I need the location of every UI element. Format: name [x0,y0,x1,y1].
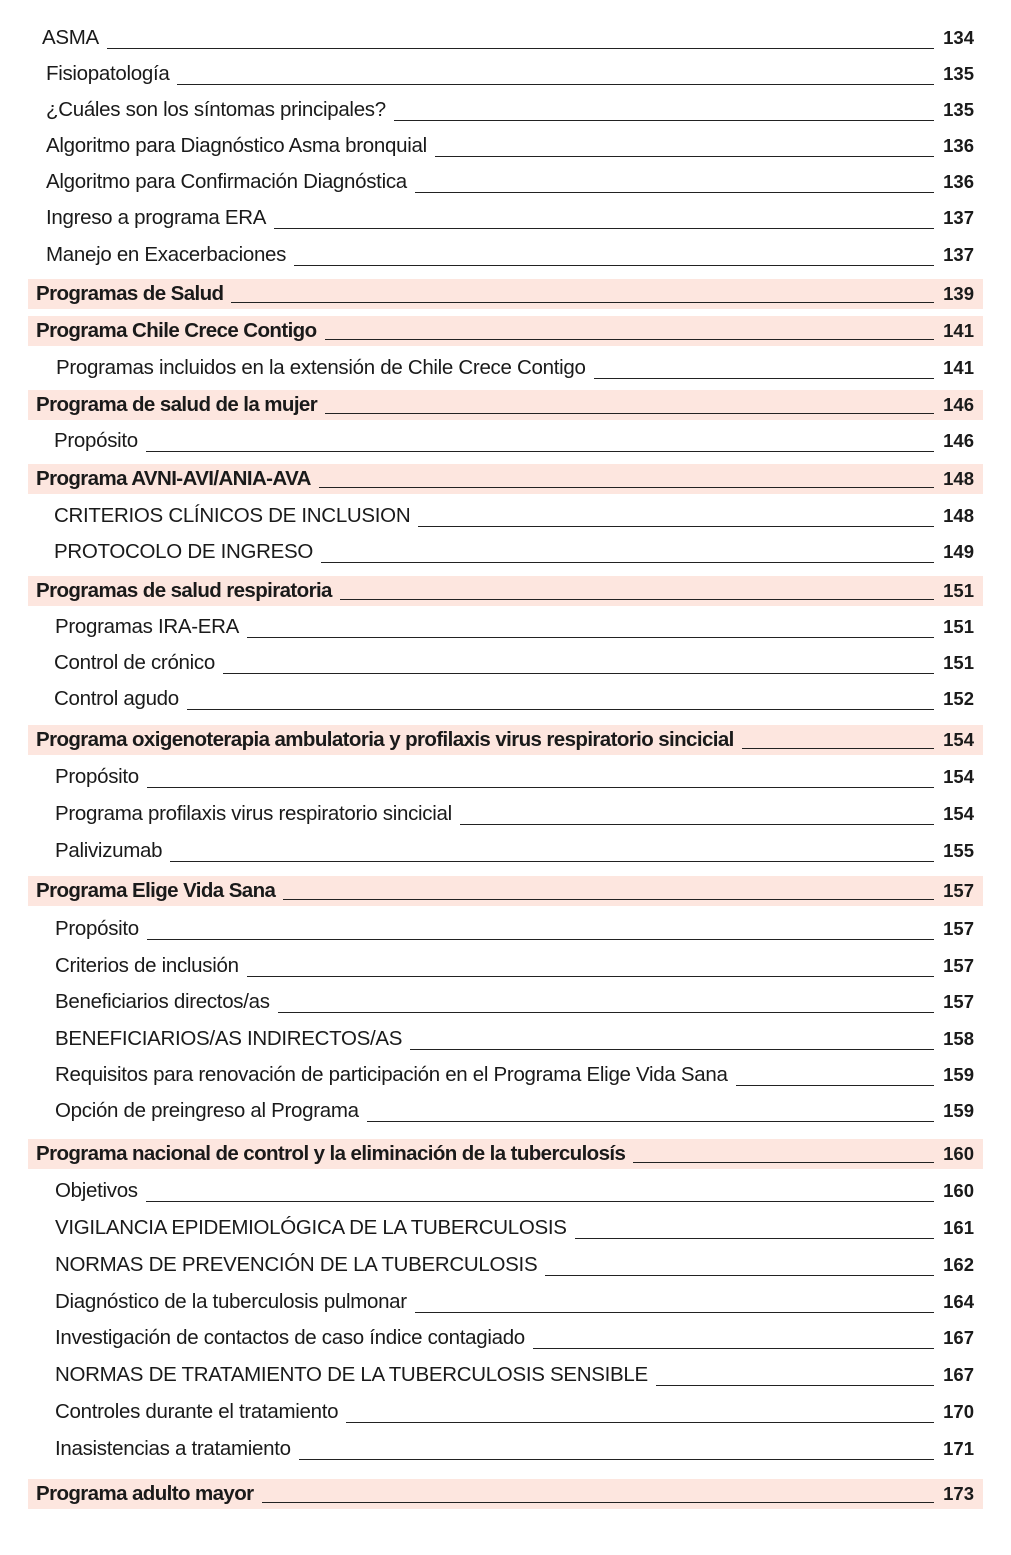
toc-entry-title: Propósito [54,429,138,452]
page-number: 152 [943,688,974,709]
toc-section-row[interactable] [28,576,983,606]
leader-line [247,637,934,638]
leader-line [278,1012,934,1013]
leader-line [223,673,934,674]
toc-entry-title: Inasistencias a tratamiento [55,1437,291,1460]
toc-entry-row[interactable] [0,499,1011,533]
toc-entry-row[interactable] [0,797,1011,831]
toc-entry-row[interactable] [0,949,1011,983]
leader-line [533,1348,934,1349]
page-number: 136 [943,135,974,156]
toc-section-title: Programa oxigenoterapia ambulatoria y profilaxis virus respiratorio sincicial [36,728,734,751]
page-number: 160 [943,1143,974,1164]
toc-entry-title: Control agudo [54,687,179,710]
toc-entry-row[interactable] [0,1395,1011,1429]
page-number: 146 [943,430,974,451]
page-number: 148 [943,468,974,489]
page-number: 137 [943,207,974,228]
toc-entry-title: Criterios de inclusión [55,954,239,977]
toc-section-row[interactable] [28,876,983,906]
page-number: 157 [943,991,974,1012]
leader-line [107,48,934,49]
page-number: 149 [943,541,974,562]
page-number: 141 [943,320,974,341]
toc-section-title: Programa adulto mayor [36,1482,254,1505]
toc-entry-title: Programas IRA-ERA [55,615,240,638]
leader-line [146,451,934,452]
toc-entry-row[interactable] [0,93,1011,127]
page-number: 151 [943,652,974,673]
toc-entry-title: Controles durante el tratamiento [55,1400,339,1423]
page-number: 159 [943,1064,974,1085]
page-number: 146 [943,394,974,415]
page-number: 167 [943,1364,974,1385]
leader-line [418,526,934,527]
page-number: 154 [943,729,974,750]
toc-entry-title: BENEFICIARIOS/AS INDIRECTOS/AS [55,1027,403,1050]
page-number: 162 [943,1254,974,1275]
page-number: 158 [943,1028,974,1049]
toc-entry-row[interactable] [0,1248,1011,1282]
leader-line [147,939,934,940]
page-number: 164 [943,1291,974,1312]
page-number: 135 [943,63,974,84]
toc-entry-row[interactable] [0,682,1011,716]
toc-entry-row[interactable] [0,912,1011,946]
page-number: 159 [943,1100,974,1121]
toc-entry-title: NORMAS DE TRATAMIENTO DE LA TUBERCULOSIS SENSIBLE [55,1363,648,1386]
toc-entry-title: CRITERIOS CLÍNICOS DE INCLUSION [54,504,411,527]
toc-entry-title: Investigación de contactos de caso índice contagiado [55,1326,525,1349]
toc-entry-title: Objetivos [55,1179,138,1202]
toc-section-title: Programa nacional de control y la eliminación de la tuberculosís [36,1142,626,1165]
toc-entry-title: Requisitos para renovación de participación en el Programa Elige Vida Sana [55,1063,728,1086]
toc-entry-row[interactable] [0,351,1011,385]
leader-line [656,1385,934,1386]
toc-entry-title: NORMAS DE PREVENCIÓN DE LA TUBERCULOSIS [55,1253,538,1276]
toc-section-row[interactable] [28,390,983,420]
toc-entry-row[interactable] [0,834,1011,868]
leader-line [633,1162,934,1163]
leader-line [346,1422,934,1423]
toc-entry-row[interactable] [0,21,1011,55]
toc-section-title: Programa Chile Crece Contigo [36,319,317,342]
page-number: 148 [943,505,974,526]
toc-section-title: Programa de salud de la mujer [36,393,318,416]
toc-entry-row[interactable] [0,535,1011,569]
toc-entry-title: PROTOCOLO DE INGRESO [54,540,314,563]
toc-entry-title: Algoritmo para Diagnóstico Asma bronquial [46,134,427,157]
leader-line [435,156,934,157]
page-number: 173 [943,1483,974,1504]
page-number: 137 [943,244,974,265]
toc-entry-row[interactable] [0,1094,1011,1128]
leader-line [147,787,934,788]
leader-line [146,1201,934,1202]
page-number: 139 [943,283,974,304]
toc-entry-title: Diagnóstico de la tuberculosis pulmonar [55,1290,407,1313]
page-number: 136 [943,171,974,192]
page-number: 154 [943,803,974,824]
toc-entry-title: Manejo en Exacerbaciones [46,243,287,266]
toc-section-title: Programa AVNI-AVI/ANIA-AVA [36,467,311,490]
leader-line [170,861,934,862]
toc-entry-title: Algoritmo para Confirmación Diagnóstica [46,170,407,193]
leader-line [415,1312,934,1313]
toc-entry-title: Opción de preingreso al Programa [55,1099,359,1122]
page-number: 171 [943,1438,974,1459]
toc-entry-row[interactable] [0,165,1011,199]
page-number: 161 [943,1217,974,1238]
toc-entry-row[interactable] [0,1285,1011,1319]
leader-line [742,748,934,749]
leader-line [575,1238,934,1239]
toc-entry-title: ¿Cuáles son los síntomas principales? [46,98,386,121]
toc-entry-row[interactable] [0,1432,1011,1466]
toc-entry-title: ASMA [42,26,99,49]
leader-line [410,1049,934,1050]
page-number: 160 [943,1180,974,1201]
page-number: 167 [943,1327,974,1348]
leader-line [247,976,934,977]
leader-line [460,824,934,825]
page-number: 157 [943,880,974,901]
toc-entry-row[interactable] [0,1022,1011,1056]
toc-entry-title: Programas incluidos en la extensión de Chile Crece Contigo [56,356,586,379]
leader-line [231,302,934,303]
toc-entry-row[interactable] [0,646,1011,680]
page-number: 157 [943,918,974,939]
toc-entry-row[interactable] [0,760,1011,794]
toc-entry-row[interactable] [0,985,1011,1019]
toc-entry-title: Palivizumab [55,839,163,862]
toc-entry-title: Control de crónico [54,651,215,674]
toc-entry-row[interactable] [0,129,1011,163]
leader-line [321,562,934,563]
page-number: 141 [943,357,974,378]
toc-entry-title: Ingreso a programa ERA [46,206,267,229]
leader-line [545,1275,934,1276]
toc-section-title: Programa Elige Vida Sana [36,879,276,902]
leader-line [340,599,934,600]
toc-entry-row[interactable] [0,610,1011,644]
leader-line [736,1085,934,1086]
toc-section-row[interactable] [28,464,983,494]
leader-line [187,709,934,710]
toc-entry-title: Propósito [55,917,139,940]
toc-section-row[interactable] [28,316,983,346]
leader-line [394,120,934,121]
toc-entry-title: Beneficiarios directos/as [55,990,270,1013]
page-number: 155 [943,840,974,861]
leader-line [319,487,934,488]
toc-entry-row[interactable] [0,1058,1011,1092]
leader-line [325,413,934,414]
toc-entry-row[interactable] [0,1211,1011,1245]
page-number: 154 [943,766,974,787]
toc-entry-title: VIGILANCIA EPIDEMIOLÓGICA DE LA TUBERCULOSIS [55,1216,567,1239]
toc-entry-row[interactable] [0,1174,1011,1208]
page-number: 151 [943,580,974,601]
toc-entry-row[interactable] [0,1358,1011,1392]
toc-section-title: Programas de Salud [36,282,224,305]
toc-entry-title: Programa profilaxis virus respiratorio sincicial [55,802,452,825]
leader-line [325,339,934,340]
leader-line [367,1121,934,1122]
leader-line [594,378,934,379]
toc-section-row[interactable] [28,1479,983,1509]
page-number: 134 [943,27,974,48]
leader-line [177,84,934,85]
page-number: 157 [943,955,974,976]
toc-section-row[interactable] [28,1139,983,1169]
leader-line [294,265,934,266]
page-number: 170 [943,1401,974,1422]
toc-entry-row[interactable] [0,424,1011,458]
toc-section-row[interactable] [28,725,983,755]
toc-entry-title: Propósito [55,765,139,788]
page-number: 151 [943,616,974,637]
leader-line [283,899,934,900]
leader-line [274,228,934,229]
toc-entry-title: Fisiopatología [46,62,170,85]
leader-line [262,1502,934,1503]
leader-line [299,1459,934,1460]
leader-line [415,192,934,193]
toc-entry-row[interactable] [0,57,1011,91]
toc-section-row[interactable] [28,279,983,309]
toc-entry-row[interactable] [0,238,1011,272]
toc-section-title: Programas de salud respiratoria [36,579,332,602]
page-number: 135 [943,99,974,120]
toc-entry-row[interactable] [0,1321,1011,1355]
toc-entry-row[interactable] [0,201,1011,235]
